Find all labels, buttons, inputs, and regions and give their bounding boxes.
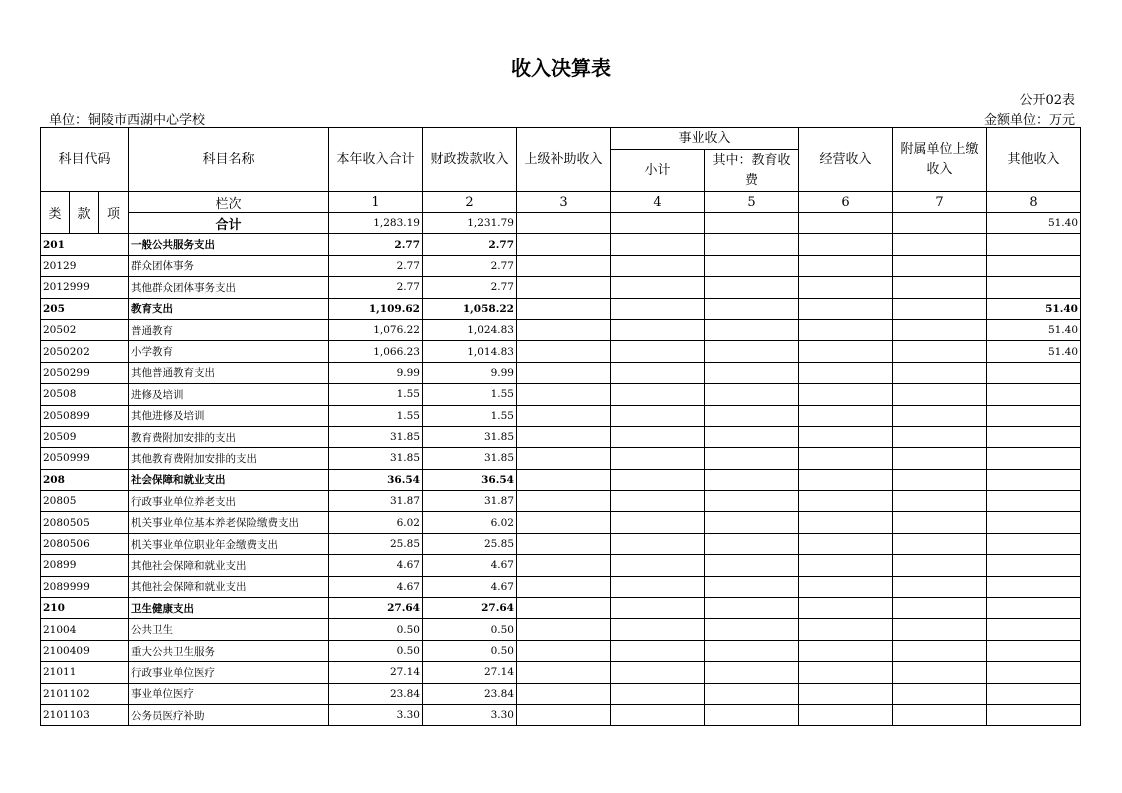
table-row: [41, 277, 1081, 298]
row-total: 2.77: [329, 277, 423, 298]
row-total: 2.77: [329, 234, 423, 255]
header-other: 其他收入: [987, 128, 1081, 192]
table-row: [41, 512, 1081, 533]
table-row: [41, 405, 1081, 426]
row-total: 1,066.23: [329, 341, 423, 362]
table-row: [41, 426, 1081, 447]
row-total: 1.55: [329, 384, 423, 405]
row-name: 其他进修及培训: [129, 405, 329, 426]
row-other: [987, 277, 1081, 298]
row-other: [987, 405, 1081, 426]
row-total: 27.64: [329, 598, 423, 619]
row-fiscal: 6.02: [423, 512, 517, 533]
row-code: 21004: [41, 619, 129, 640]
row-other: [987, 662, 1081, 683]
row-total: 31.85: [329, 426, 423, 447]
row-other: [987, 234, 1081, 255]
table-row: [41, 384, 1081, 405]
col-num: 4: [611, 192, 705, 213]
row-name: 行政事业单位医疗: [129, 662, 329, 683]
row-fiscal: 31.87: [423, 491, 517, 512]
row-fiscal: 1.55: [423, 384, 517, 405]
total-label: 合计: [129, 213, 329, 234]
row-code: 2080505: [41, 512, 129, 533]
header-affiliated: 附属单位上缴收入: [893, 128, 987, 192]
form-number: 公开02表: [1019, 93, 1075, 108]
row-code: 20509: [41, 426, 129, 447]
row-total: 1,076.22: [329, 319, 423, 340]
col-num: 6: [799, 192, 893, 213]
page-title: 收入决算表: [511, 56, 611, 80]
row-name: 教育支出: [129, 298, 329, 319]
table-body: [41, 234, 1081, 726]
row-name: 行政事业单位养老支出: [129, 491, 329, 512]
row-total: 31.87: [329, 491, 423, 512]
row-fiscal: 1,058.22: [423, 298, 517, 319]
row-fiscal: 27.14: [423, 662, 517, 683]
row-name: 机关事业单位基本养老保险缴费支出: [129, 512, 329, 533]
col-num: 3: [517, 192, 611, 213]
row-fiscal: 31.85: [423, 426, 517, 447]
col-num: 1: [329, 192, 423, 213]
row-fiscal: 3.30: [423, 704, 517, 725]
row-code: 20129: [41, 255, 129, 276]
row-code: 2101102: [41, 683, 129, 704]
table-row: [41, 341, 1081, 362]
table-row: [41, 555, 1081, 576]
row-name: 教育费附加安排的支出: [129, 426, 329, 447]
header-operating: 经营收入: [799, 128, 893, 192]
row-code: 2089999: [41, 576, 129, 597]
table-row: [41, 362, 1081, 383]
table-row: [41, 619, 1081, 640]
row-total: 2.77: [329, 255, 423, 276]
income-table: [40, 127, 1081, 726]
row-total: 36.54: [329, 469, 423, 490]
row-name: 公务员医疗补助: [129, 704, 329, 725]
row-name: 事业单位医疗: [129, 683, 329, 704]
money-unit-label: 金额单位：万元: [983, 113, 1075, 128]
col-num: 2: [423, 192, 517, 213]
row-other: 51.40: [987, 298, 1081, 319]
row-code: 2050999: [41, 448, 129, 469]
row-fiscal: 31.85: [423, 448, 517, 469]
row-fiscal: 4.67: [423, 555, 517, 576]
total-other: 51.40: [987, 213, 1081, 234]
header-business: 事业收入: [611, 128, 799, 150]
row-name: 其他普通教育支出: [129, 362, 329, 383]
row-other: [987, 640, 1081, 661]
row-total: 1.55: [329, 405, 423, 426]
row-code: 201: [41, 234, 129, 255]
row-code: 2050899: [41, 405, 129, 426]
table-row: [41, 662, 1081, 683]
row-fiscal: 1.55: [423, 405, 517, 426]
total-fiscal: 1,231.79: [423, 213, 517, 234]
row-fiscal: 2.77: [423, 277, 517, 298]
header-subtotal: 小计: [611, 150, 705, 192]
row-other: [987, 533, 1081, 554]
row-code: 2100409: [41, 640, 129, 661]
row-code: 21011: [41, 662, 129, 683]
row-code: 2101103: [41, 704, 129, 725]
row-code: 2012999: [41, 277, 129, 298]
row-fiscal: 23.84: [423, 683, 517, 704]
row-code: 210: [41, 598, 129, 619]
col-num: 5: [705, 192, 799, 213]
row-total: 1,109.62: [329, 298, 423, 319]
row-fiscal: 25.85: [423, 533, 517, 554]
header-xiang: 项: [99, 192, 129, 234]
row-name: 其他社会保障和就业支出: [129, 576, 329, 597]
row-name: 社会保障和就业支出: [129, 469, 329, 490]
row-other: [987, 426, 1081, 447]
row-code: 2050299: [41, 362, 129, 383]
row-name: 重大公共卫生服务: [129, 640, 329, 661]
row-code: 20899: [41, 555, 129, 576]
row-other: 51.40: [987, 319, 1081, 340]
row-other: [987, 384, 1081, 405]
table-row: [41, 491, 1081, 512]
table-row: [41, 576, 1081, 597]
row-name: 卫生健康支出: [129, 598, 329, 619]
row-other: 51.40: [987, 341, 1081, 362]
row-total: 4.67: [329, 576, 423, 597]
row-other: [987, 555, 1081, 576]
row-total: 23.84: [329, 683, 423, 704]
row-name: 公共卫生: [129, 619, 329, 640]
col-num: 7: [893, 192, 987, 213]
row-total: 31.85: [329, 448, 423, 469]
table-row: [41, 469, 1081, 490]
table-row: [41, 683, 1081, 704]
row-total: 27.14: [329, 662, 423, 683]
row-fiscal: 36.54: [423, 469, 517, 490]
row-fiscal: 2.77: [423, 255, 517, 276]
table-row: [41, 704, 1081, 725]
table-row: [41, 640, 1081, 661]
row-other: [987, 362, 1081, 383]
row-total: 9.99: [329, 362, 423, 383]
row-code: 208: [41, 469, 129, 490]
row-other: [987, 491, 1081, 512]
header-upper-subsidy: 上级补助收入: [517, 128, 611, 192]
total-row: [41, 213, 1081, 234]
row-fiscal: 0.50: [423, 640, 517, 661]
row-other: [987, 619, 1081, 640]
header-column-no: 栏次: [129, 192, 329, 213]
row-total: 4.67: [329, 555, 423, 576]
table-row: [41, 255, 1081, 276]
row-other: [987, 704, 1081, 725]
row-fiscal: 27.64: [423, 598, 517, 619]
row-other: [987, 576, 1081, 597]
table-row: [41, 319, 1081, 340]
row-other: [987, 469, 1081, 490]
row-fiscal: 4.67: [423, 576, 517, 597]
total-amount: 1,283.19: [329, 213, 423, 234]
row-name: 机关事业单位职业年金缴费支出: [129, 533, 329, 554]
table-row: [41, 298, 1081, 319]
row-total: 0.50: [329, 619, 423, 640]
header-total: 本年收入合计: [329, 128, 423, 192]
row-code: 2050202: [41, 341, 129, 362]
row-total: 0.50: [329, 640, 423, 661]
row-code: 20508: [41, 384, 129, 405]
table-row: [41, 598, 1081, 619]
row-other: [987, 683, 1081, 704]
row-name: 普通教育: [129, 319, 329, 340]
row-total: 6.02: [329, 512, 423, 533]
row-code: 2080506: [41, 533, 129, 554]
row-name: 一般公共服务支出: [129, 234, 329, 255]
row-total: 25.85: [329, 533, 423, 554]
header-lei: 类: [41, 192, 70, 234]
header-kuan: 款: [70, 192, 99, 234]
row-fiscal: 1,024.83: [423, 319, 517, 340]
row-code: 205: [41, 298, 129, 319]
row-fiscal: 2.77: [423, 234, 517, 255]
row-other: [987, 512, 1081, 533]
row-code: 20502: [41, 319, 129, 340]
row-other: [987, 598, 1081, 619]
row-name: 其他群众团体事务支出: [129, 277, 329, 298]
row-name: 小学教育: [129, 341, 329, 362]
row-fiscal: 9.99: [423, 362, 517, 383]
header-fiscal: 财政拨款收入: [423, 128, 517, 192]
row-fiscal: 0.50: [423, 619, 517, 640]
table-row: [41, 448, 1081, 469]
table-header: [41, 128, 1081, 234]
header-name: 科目名称: [129, 128, 329, 192]
row-name: 进修及培训: [129, 384, 329, 405]
table-row: [41, 234, 1081, 255]
row-other: [987, 448, 1081, 469]
table-row: [41, 533, 1081, 554]
col-num: 8: [987, 192, 1081, 213]
header-code: 科目代码: [41, 128, 129, 192]
header-edu-fee: 其中：教育收费: [705, 150, 799, 192]
unit-label: 单位：铜陵市西湖中心学校: [49, 113, 206, 128]
row-name: 群众团体事务: [129, 255, 329, 276]
row-code: 20805: [41, 491, 129, 512]
row-name: 其他社会保障和就业支出: [129, 555, 329, 576]
row-other: [987, 255, 1081, 276]
row-name: 其他教育费附加安排的支出: [129, 448, 329, 469]
row-total: 3.30: [329, 704, 423, 725]
row-fiscal: 1,014.83: [423, 341, 517, 362]
